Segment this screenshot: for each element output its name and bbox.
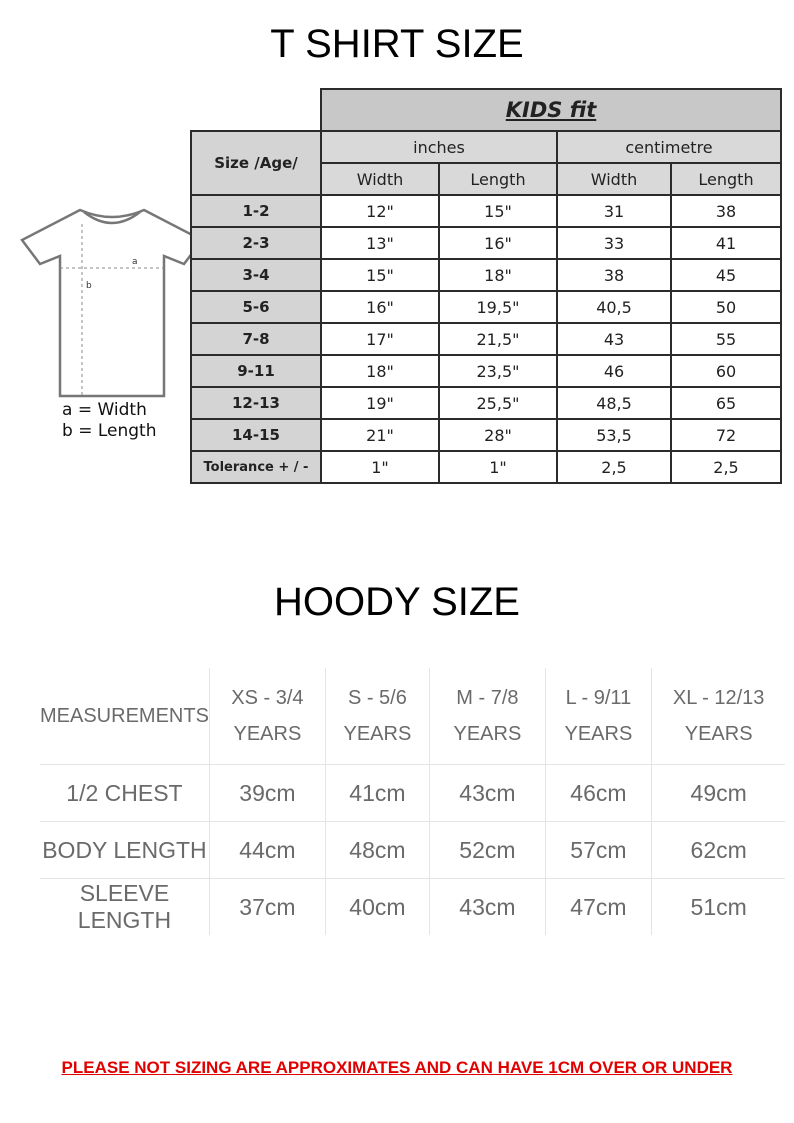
table-row xyxy=(191,291,781,323)
width-in-cell: 18" xyxy=(321,355,439,387)
length-in-cell: 1" xyxy=(439,451,557,483)
measurement-value: 49cm xyxy=(651,765,785,822)
size-header-xs: XS - 3/4 YEARS xyxy=(209,668,325,765)
measurement-value: 40cm xyxy=(325,879,429,936)
size-cell: 2-3 xyxy=(191,227,321,259)
measurement-value: 43cm xyxy=(429,879,545,936)
label-b: b xyxy=(86,281,92,291)
width-cm-cell: 40,5 xyxy=(557,291,671,323)
length-in-cell: 25,5" xyxy=(439,387,557,419)
measurement-value: 57cm xyxy=(545,822,651,879)
measurement-value: 39cm xyxy=(209,765,325,822)
length-in-cell: 19,5" xyxy=(439,291,557,323)
tshirt-icon xyxy=(22,210,202,396)
width-cm-cell: 38 xyxy=(557,259,671,291)
measurement-value: 41cm xyxy=(325,765,429,822)
measurement-label: SLEEVE LENGTH xyxy=(40,879,209,936)
measurement-value: 46cm xyxy=(545,765,651,822)
measurement-value: 43cm xyxy=(429,765,545,822)
legend-length: b = Length xyxy=(62,421,157,441)
width-in-cell: 13" xyxy=(321,227,439,259)
table-row xyxy=(191,419,781,451)
width-in-cell: 15" xyxy=(321,259,439,291)
width-in-cell: 16" xyxy=(321,291,439,323)
measurement-value: 44cm xyxy=(209,822,325,879)
size-cell: 14-15 xyxy=(191,419,321,451)
size-header-s: S - 5/6 YEARS xyxy=(325,668,429,765)
measurement-value: 37cm xyxy=(209,879,325,936)
col-header-width-in: Width xyxy=(321,163,439,195)
width-in-cell: 1" xyxy=(321,451,439,483)
length-cm-cell: 38 xyxy=(671,195,781,227)
length-cm-cell: 72 xyxy=(671,419,781,451)
width-cm-cell: 43 xyxy=(557,323,671,355)
table-row xyxy=(40,765,785,822)
table-row xyxy=(40,879,785,936)
measurements-header: MEASUREMENTS xyxy=(40,705,209,727)
length-cm-cell: 2,5 xyxy=(671,451,781,483)
size-cell: Tolerance + / - xyxy=(191,451,321,483)
length-in-cell: 21,5" xyxy=(439,323,557,355)
measurement-legend xyxy=(62,400,156,442)
measurement-value: 62cm xyxy=(651,822,785,879)
table-row xyxy=(191,323,781,355)
table-row xyxy=(191,195,781,227)
length-in-cell: 15" xyxy=(439,195,557,227)
hoody-size-title: HOODY SIZE xyxy=(274,580,520,624)
sizing-note: PLEASE NOT SIZING ARE APPROXIMATES AND CAN HAVE 1CM OVER OR UNDER xyxy=(61,1058,733,1077)
width-cm-cell: 2,5 xyxy=(557,451,671,483)
width-cm-cell: 48,5 xyxy=(557,387,671,419)
size-cell: 12-13 xyxy=(191,387,321,419)
hoody-size-table xyxy=(40,668,785,935)
kids-fit-header: KIDS fit xyxy=(321,89,781,131)
table-row xyxy=(191,451,781,483)
tshirt-diagram xyxy=(12,200,212,400)
size-cell: 7-8 xyxy=(191,323,321,355)
length-cm-cell: 50 xyxy=(671,291,781,323)
table-row xyxy=(40,822,785,879)
size-header-m: M - 7/8 YEARS xyxy=(429,668,545,765)
col-header-length-in: Length xyxy=(439,163,557,195)
tshirt-size-title: T SHIRT SIZE xyxy=(270,22,524,66)
length-cm-cell: 65 xyxy=(671,387,781,419)
size-cell: 1-2 xyxy=(191,195,321,227)
label-a: a xyxy=(132,257,138,267)
size-header-l: L - 9/11 YEARS xyxy=(545,668,651,765)
size-cell: 3-4 xyxy=(191,259,321,291)
width-cm-cell: 31 xyxy=(557,195,671,227)
length-in-cell: 16" xyxy=(439,227,557,259)
width-in-cell: 17" xyxy=(321,323,439,355)
measurement-label: BODY LENGTH xyxy=(40,822,209,879)
length-cm-cell: 55 xyxy=(671,323,781,355)
inches-header: inches xyxy=(321,131,557,163)
measurement-value: 48cm xyxy=(325,822,429,879)
width-cm-cell: 53,5 xyxy=(557,419,671,451)
width-cm-cell: 33 xyxy=(557,227,671,259)
col-header-width-cm: Width xyxy=(557,163,671,195)
length-cm-cell: 60 xyxy=(671,355,781,387)
size-header-xl: XL - 12/13 YEARS xyxy=(651,668,785,765)
table-row xyxy=(191,227,781,259)
legend-width: a = Width xyxy=(62,400,147,420)
length-cm-cell: 45 xyxy=(671,259,781,291)
centimetre-header: centimetre xyxy=(557,131,781,163)
col-header-length-cm: Length xyxy=(671,163,781,195)
measurement-label: 1/2 CHEST xyxy=(40,765,209,822)
length-in-cell: 23,5" xyxy=(439,355,557,387)
width-in-cell: 21" xyxy=(321,419,439,451)
measurement-value: 52cm xyxy=(429,822,545,879)
measurement-value: 47cm xyxy=(545,879,651,936)
width-in-cell: 12" xyxy=(321,195,439,227)
length-in-cell: 28" xyxy=(439,419,557,451)
size-cell: 9-11 xyxy=(191,355,321,387)
length-cm-cell: 41 xyxy=(671,227,781,259)
table-row xyxy=(191,355,781,387)
measurement-value: 51cm xyxy=(651,879,785,936)
width-in-cell: 19" xyxy=(321,387,439,419)
length-in-cell: 18" xyxy=(439,259,557,291)
size-age-header: Size /Age/ xyxy=(191,131,321,195)
table-row xyxy=(191,387,781,419)
table-row xyxy=(191,259,781,291)
width-cm-cell: 46 xyxy=(557,355,671,387)
size-cell: 5-6 xyxy=(191,291,321,323)
kids-fit-table xyxy=(190,88,782,484)
